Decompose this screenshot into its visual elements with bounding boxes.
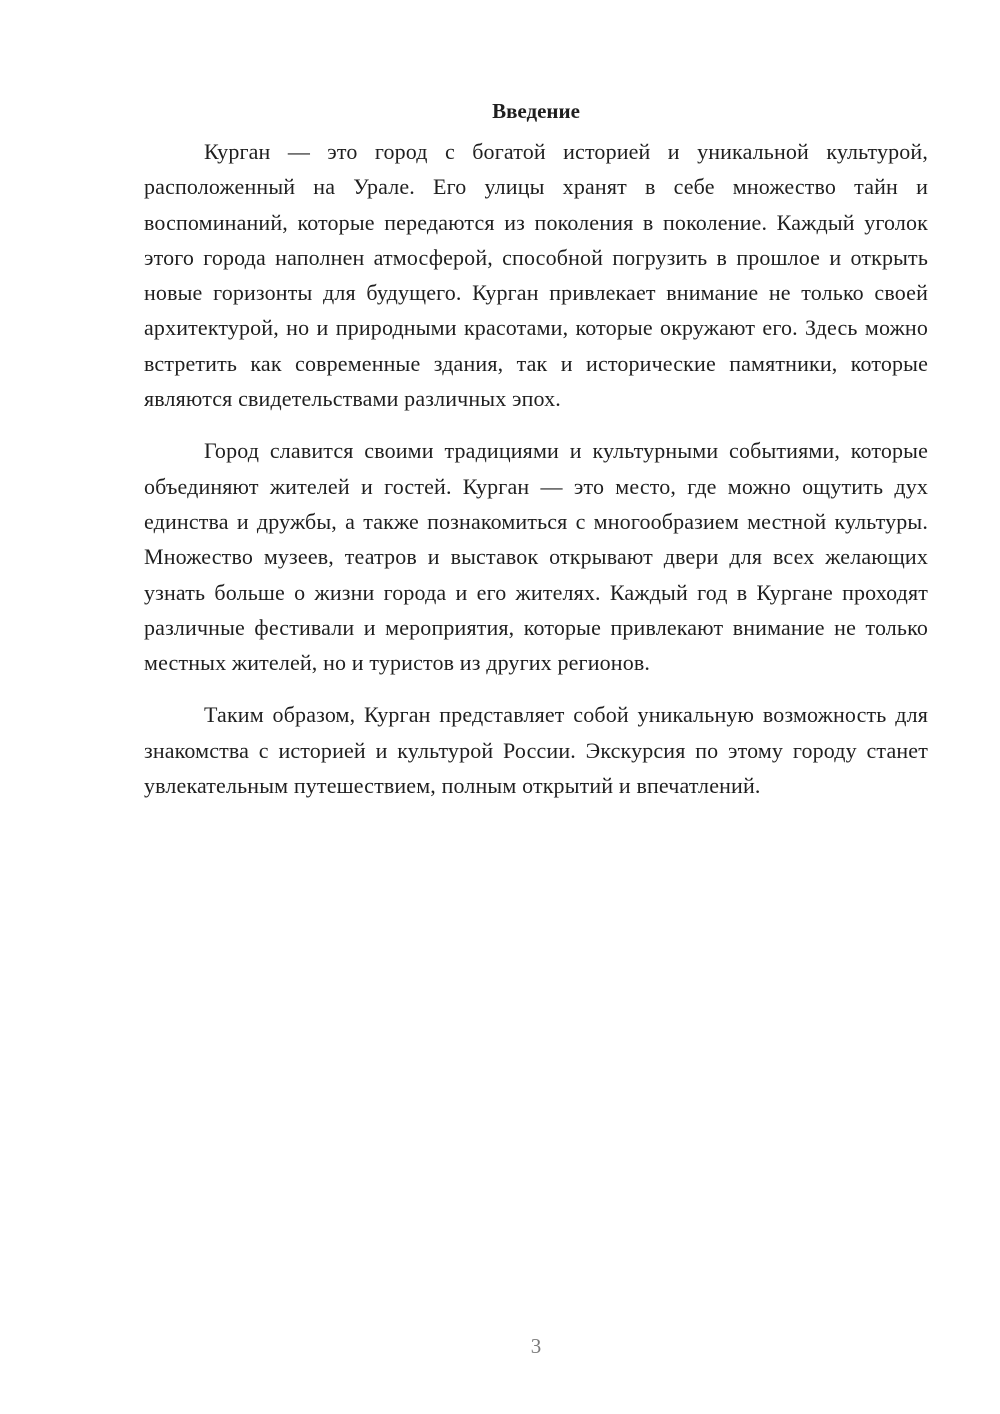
paragraph-2: Город славится своими традициями и культурными событиями, которые объединяют жителей и гостей. Курган — это место, где можно ощутить дух единства и дружбы, а также познакомиться с многообразием местной культуры. Множество музеев, театров и выставок открывают двери для всех желающих узнать больше о жизни города и его жителях. Каждый год в Кургане проходят различные фестивали и мероприятия, которые привлекают внимание не только местных жителей, но и туристов из других регионов. <box>144 438 928 676</box>
section-title: Введение <box>492 99 580 123</box>
page-content <box>144 96 928 820</box>
paragraph-3: Таким образом, Курган представляет собой уникальную возможность для знакомства с историей и культурой России. Экскурсия по этому городу станет увлекательным путешествием, полным открытий и впечатлений. <box>144 702 928 799</box>
paragraph-1: Курган — это город с богатой историей и уникальной культурой, расположенный на Урале. Его улицы хранят в себе множество тайн и воспоминаний, которые передаются из поколения в поколение. Каждый уголок этого города наполнен атмосферой, способной погрузить в прошлое и открыть новые горизонты для будущего. Курган привлекает внимание не только своей архитектурой, но и природными красотами, которые окружают его. Здесь можно встретить как современные здания, так и исторические памятники, которые являются свидетельствами различных эпох. <box>144 139 928 412</box>
page-number: 3 <box>530 1334 542 1358</box>
